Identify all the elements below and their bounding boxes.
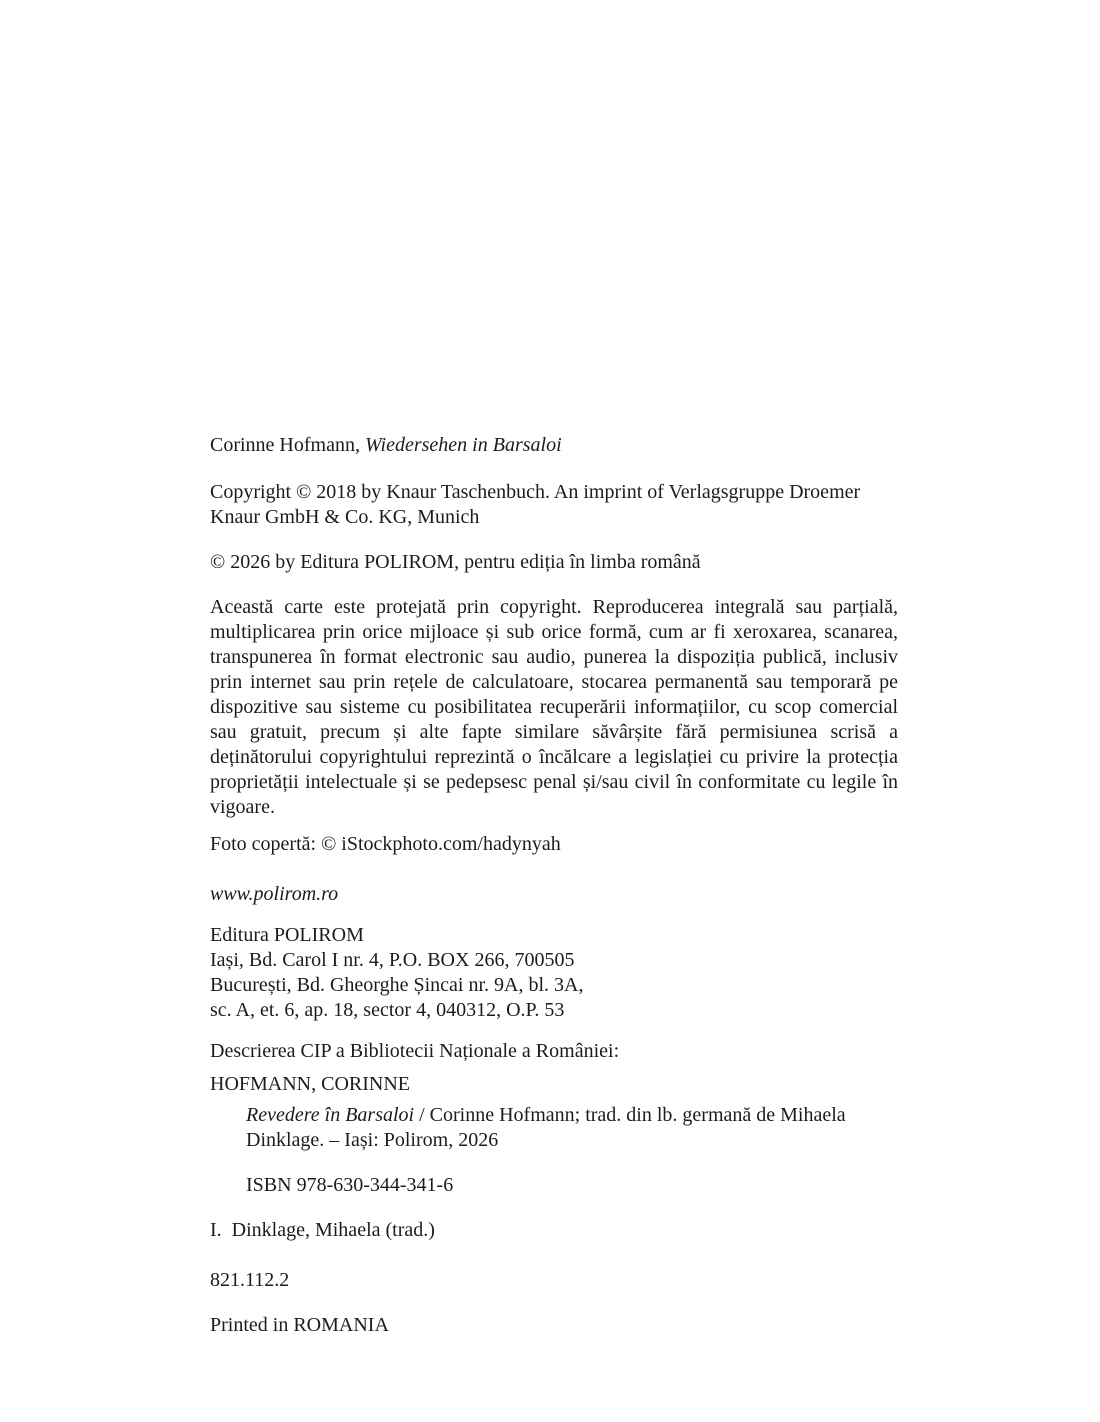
legal-notice-paragraph: Această carte este protejată prin copyright. Reproducerea integrală sau parțială, multiplicarea prin orice mijloace și sub orice formă, cum ar fi xeroxarea, scanarea, transpunerea în format electronic sau audio, punerea la dispoziția publică, inclusiv prin internet sau prin rețele de calculatoare, stocarea permanentă sau temporară pe dispozitive sau sisteme cu posibilitatea recuperării informațiilor, cu scop comercial sau gratuit, precum și alte fapte similare săvârșite fără permisiunea scrisă a deținătorului copyrightului reprezintă o încălcare a legislației cu privire la protecția proprietății intelectuale și se pedepsesc penal și/sau civil în conformitate cu legile în vigoare. (210, 596, 898, 818)
publisher-name: Editura POLIROM (210, 924, 364, 946)
copyright-original-notice: Copyright © 2018 by Knaur Taschenbuch. An imprint of Verlagsgruppe Droemer Knaur GmbH & Co. KG, Munich (210, 481, 861, 528)
byline-original-title: Wiedersehen in Barsaloi (364, 434, 562, 456)
book-byline (210, 433, 898, 458)
copyright-page-content (210, 433, 898, 1338)
cip-udc-number: 821.112.2 (210, 1269, 290, 1291)
publisher-website: www.polirom.ro (210, 883, 339, 905)
byline-author: Corinne Hofmann, (210, 434, 365, 456)
cip-translator-entry: I. Dinklage, Mihaela (trad.) (210, 1219, 435, 1241)
printed-in-notice: Printed in ROMANIA (210, 1314, 389, 1336)
publisher-address-iasi: Iași, Bd. Carol I nr. 4, P.O. BOX 266, 700505 (210, 949, 575, 971)
cip-isbn: ISBN 978-630-344-341-6 (246, 1174, 454, 1196)
publisher-address-block (210, 923, 898, 1023)
cip-title-rest: / Corinne Hofmann; trad. din lb. germană de Mihaela Dinklage. – Iași: Polirom, 2026 (246, 1104, 846, 1151)
cover-photo-credit: Foto copertă: © iStockphoto.com/hadynyah (210, 833, 561, 855)
publisher-address-bucuresti-line1: București, Bd. Gheorghe Șincai nr. 9A, bl. 3A, (210, 974, 584, 996)
cip-title-entry (210, 1103, 898, 1153)
publisher-address-bucuresti-line2: sc. A, et. 6, ap. 18, sector 4, 040312, O.P. 53 (210, 999, 565, 1021)
copyright-romanian-notice: © 2026 by Editura POLIROM, pentru ediția în limba română (210, 551, 701, 573)
cip-title-italic: Revedere în Barsaloi (246, 1104, 415, 1126)
cip-heading: Descrierea CIP a Bibliotecii Naționale a României: (210, 1040, 620, 1062)
cip-author-entry: HOFMANN, CORINNE (210, 1073, 411, 1095)
